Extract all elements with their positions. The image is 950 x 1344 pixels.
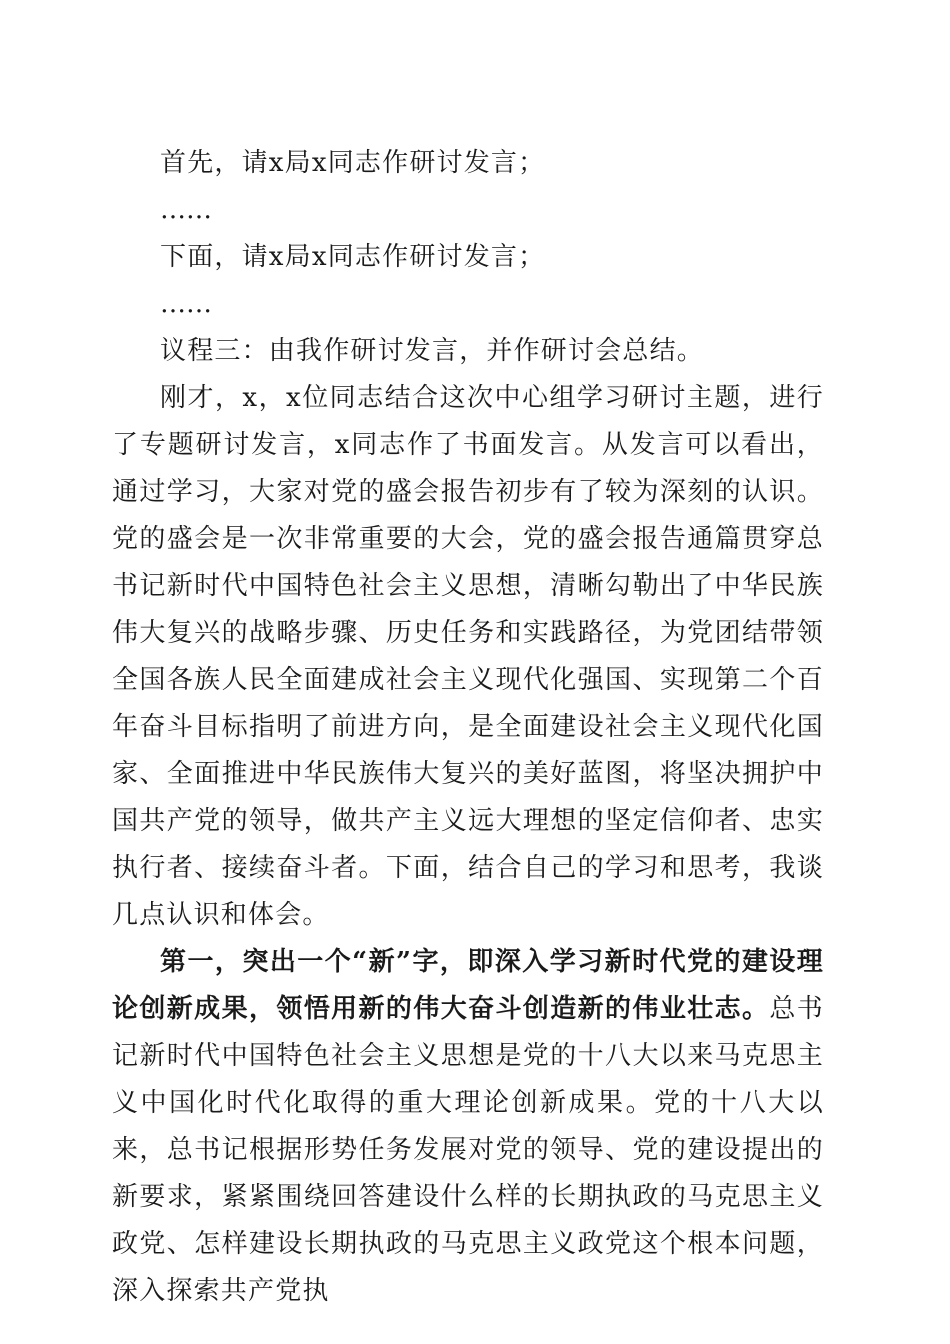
point-one-heading: 第一，突出一个“新”字，即深入学习新时代党的建设理论创新成果，领悟用新的伟大奋斗创造新的伟业壮志。 xyxy=(112,947,824,1024)
paragraph-point-one xyxy=(112,939,824,1315)
paragraph-summary: 刚才，x，x位同志结合这次中心组学习研讨主题，进行了专题研讨发言，x同志作了书面发言。从发言可以看出，通过学习，大家对党的盛会报告初步有了较为深刻的认识。党的盛会是一次非常重要的大会，党的盛会报告通篇贯穿总书记新时代中国特色社会主义思想，清晰勾勒出了中华民族伟大复兴的战略步骤、历史任务和实践路径，为党团结带领全国各族人民全面建成社会主义现代化强国、实现第二个百年奋斗目标指明了前进方向，是全面建设社会主义现代化国家、全面推进中华民族伟大复兴的美好蓝图，将坚决拥护中国共产党的领导，做共产主义远大理想的坚定信仰者、忠实执行者、接续奋斗者。下面，结合自己的学习和思考，我谈几点认识和体会。 xyxy=(112,383,824,930)
ellipsis-line: …… xyxy=(160,195,212,225)
paragraph-speaker-next: 下面，请x局x同志作研讨发言； xyxy=(160,242,546,272)
paragraph-agenda-three: 议程三：由我作研讨发言，并作研讨会总结。 xyxy=(160,336,705,366)
point-one-body: 总书记新时代中国特色社会主义思想是党的十八大以来马克思主义中国化时代化取得的重大理论创新成果。党的十八大以来，总书记根据形势任务发展对党的领导、党的建设提出的新要求，紧紧围绕回答建设什么样的长期执政的马克思主义政党、怎样建设长期执政的马克思主义政党这个根本问题，深入探索共产党执 xyxy=(112,994,824,1306)
document-body xyxy=(112,140,824,1315)
paragraph-speaker-first: 首先，请x局x同志作研讨发言； xyxy=(160,148,546,178)
ellipsis-line: …… xyxy=(160,289,212,319)
